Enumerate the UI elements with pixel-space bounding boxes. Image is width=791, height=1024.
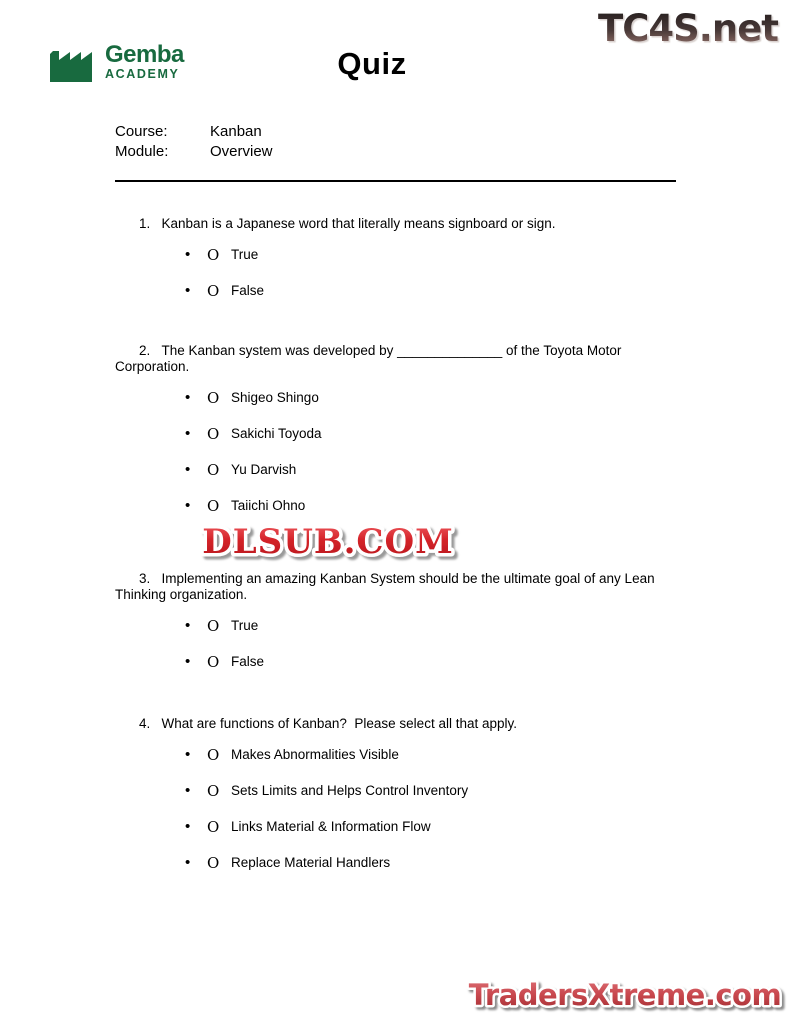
option-label: Sakichi Toyoda (231, 426, 322, 441)
question-3-number: 3. (139, 571, 151, 586)
question-4-text: What are functions of Kanban? Please select all that apply. (161, 716, 517, 731)
q2-option-1[interactable] (185, 390, 681, 406)
course-value: Kanban (210, 123, 262, 140)
question-3-text: Implementing an amazing Kanban System should be the ultimate goal of any Lean Thinking organization. (115, 571, 659, 602)
header-divider (115, 180, 676, 182)
radio-circle-icon[interactable]: O (207, 461, 220, 479)
tc4s-watermark-text: TC4S.net (598, 7, 778, 50)
watermark-middle (185, 517, 681, 567)
bullet-icon: • (185, 746, 191, 763)
bullet-icon: • (185, 425, 191, 442)
question-1 (115, 216, 681, 232)
watermark-bottom (460, 973, 790, 1022)
course-label: Course: (115, 123, 168, 140)
question-2-text: The Kanban system was developed by ______________ of the Toyota Motor Corporation. (115, 343, 626, 374)
q3-option-false[interactable] (185, 654, 681, 670)
radio-circle-icon[interactable]: O (207, 497, 220, 515)
q4-option-3[interactable] (185, 819, 681, 835)
option-label: Links Material & Information Flow (231, 819, 431, 834)
q2-option-3[interactable] (185, 462, 681, 478)
option-label: Makes Abnormalities Visible (231, 747, 399, 762)
tradersxtreme-watermark-text: TradersXtreme.com (468, 978, 782, 1012)
radio-circle-icon[interactable]: O (207, 389, 220, 407)
option-label: False (231, 654, 265, 669)
question-2-number: 2. (139, 343, 151, 358)
radio-circle-icon[interactable]: O (207, 653, 220, 671)
bullet-icon: • (185, 246, 191, 263)
q4-option-4[interactable] (185, 855, 681, 871)
module-value: Overview (210, 143, 273, 160)
q1-option-false[interactable] (185, 283, 681, 299)
option-label: True (231, 247, 259, 262)
module-label: Module: (115, 143, 169, 160)
radio-circle-icon[interactable]: O (207, 617, 220, 635)
q4-option-2[interactable] (185, 783, 681, 799)
bullet-icon: • (185, 497, 191, 514)
option-label: Taiichi Ohno (231, 498, 306, 513)
page-title: Quiz (337, 46, 407, 81)
q2-option-2[interactable] (185, 426, 681, 442)
bullet-icon: • (185, 617, 191, 634)
question-4 (115, 716, 681, 732)
radio-circle-icon[interactable]: O (207, 782, 220, 800)
radio-circle-icon[interactable]: O (207, 746, 220, 764)
radio-circle-icon[interactable]: O (207, 854, 220, 872)
bullet-icon: • (185, 461, 191, 478)
q1-option-true[interactable] (185, 247, 681, 263)
bullet-icon: • (185, 389, 191, 406)
q4-option-1[interactable] (185, 747, 681, 763)
q2-option-4[interactable] (185, 498, 681, 514)
option-label: Shigeo Shingo (231, 390, 319, 405)
bullet-icon: • (185, 818, 191, 835)
course-meta (115, 122, 273, 162)
q3-option-true[interactable] (185, 618, 681, 634)
question-3 (115, 571, 681, 603)
logo-sub-text: ACADEMY (105, 67, 180, 82)
option-label: False (231, 283, 265, 298)
radio-circle-icon[interactable]: O (207, 818, 220, 836)
question-4-number: 4. (139, 716, 151, 731)
option-label: Yu Darvish (231, 462, 297, 477)
bullet-icon: • (185, 854, 191, 871)
quiz-content (115, 210, 681, 871)
question-1-number: 1. (139, 216, 151, 231)
option-label: Replace Material Handlers (231, 855, 391, 870)
question-1-text: Kanban is a Japanese word that literally means signboard or sign. (161, 216, 556, 231)
question-2 (115, 343, 681, 375)
logo-name-text: Gemba (105, 41, 184, 69)
option-label: True (231, 618, 259, 633)
option-label: Sets Limits and Helps Control Inventory (231, 783, 469, 798)
radio-circle-icon[interactable]: O (207, 425, 220, 443)
bullet-icon: • (185, 282, 191, 299)
bullet-icon: • (185, 653, 191, 670)
radio-circle-icon[interactable]: O (207, 246, 220, 264)
bullet-icon: • (185, 782, 191, 799)
dlsub-watermark-text: DLSUB.COM (202, 522, 454, 562)
radio-circle-icon[interactable]: O (207, 282, 220, 300)
